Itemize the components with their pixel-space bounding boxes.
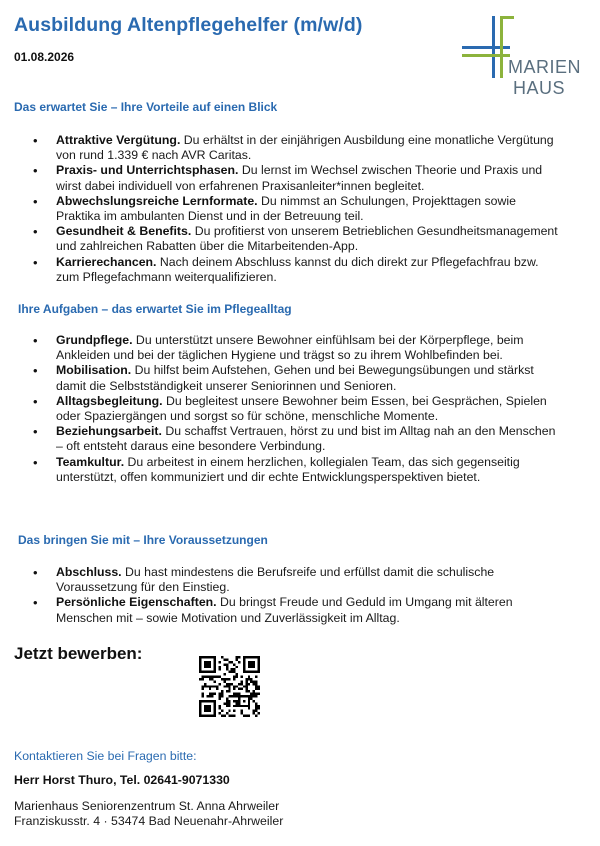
list-item: • Alltagsbegleitung. Du begleitest unsere Bewohner beim Essen, bei Gesprächen, Spielen oder Spaziergängen und sorgst so für schöne, menschliche Momente. — [0, 394, 600, 424]
list-item: • Karrierechancen. Nach deinem Abschluss kannst du dich direkt zur Pflegefachfrau bzw. zum Pflegefachmann weiterqualifizieren. — [0, 255, 600, 285]
apply-heading: Jetzt bewerben: — [14, 644, 143, 663]
list-item: • Beziehungsarbeit. Du schaffst Vertrauen, hörst zu und bist im Alltag nah an den Menschen – oft entsteht daraus eine besondere Verbindung. — [0, 424, 600, 454]
list-item: • Abschluss. Du hast mindestens die Berufsreife und erfüllst damit die schulische Voraussetzung für den Einstieg. — [0, 565, 600, 595]
contact-question: Kontaktieren Sie bei Fragen bitte: — [14, 749, 197, 763]
address-line-1: Marienhaus Seniorenzentrum St. Anna Ahrweiler — [14, 799, 280, 813]
page-title: Ausbildung Altenpflegehelfer (m/w/d) — [14, 14, 363, 36]
qr-code-icon[interactable] — [199, 656, 260, 717]
list-item: • Praxis- und Unterrichtsphasen. Du lernst im Wechsel zwischen Theorie und Praxis und wirst dabei individuell von erfahrenen Praxisanleiter*innen begleitet. — [0, 163, 600, 193]
section-heading-requirements: Das bringen Sie mit – Ihre Voraussetzungen — [18, 533, 268, 547]
benefits-list — [0, 133, 600, 285]
address-line-2: Franziskusstr. 4 · 53474 Bad Neuenahr-Ahrweiler — [14, 814, 284, 828]
logo-word-haus: HAUS — [513, 78, 566, 98]
list-item: • Attraktive Vergütung. Du erhältst in der einjährigen Ausbildung eine monatliche Vergütung von rund 1.339 € nach AVR Caritas. — [0, 133, 600, 163]
list-item: • Grundpflege. Du unterstützt unsere Bewohner einfühlsam bei der Körperpflege, beim Ankleiden und bei der täglichen Hygiene und trägst so zu ihrem Wohlbefinden bei. — [0, 333, 600, 363]
logo-word-marien: MARIEN — [508, 57, 582, 77]
list-item: • Abwechslungsreiche Lernformate. Du nimmst an Schulungen, Projekttagen sowie Praktika im ambulanten Dienst und in der Betreuung teil. — [0, 194, 600, 224]
contact-person: Herr Horst Thuro, Tel. 02641-9071330 — [14, 773, 230, 787]
marienhaus-logo — [462, 16, 592, 100]
tasks-list — [0, 333, 600, 485]
list-item: • Teamkultur. Du arbeitest in einem herzlichen, kollegialen Team, das sich gegenseitig unterstützt, offen kommuniziert und dir echte Entwicklungsperspektiven bietet. — [0, 455, 600, 485]
list-item: • Gesundheit & Benefits. Du profitierst von unserem Betrieblichen Gesundheitsmanagement und zahlreichen Rabatten über die Mitarbeitenden-App. — [0, 224, 600, 254]
section-heading-tasks: Ihre Aufgaben – das erwartet Sie im Pflegealltag — [18, 302, 292, 316]
requirements-list — [0, 565, 600, 626]
list-item: • Mobilisation. Du hilfst beim Aufstehen, Gehen und bei Bewegungsübungen und stärkst damit die Selbstständigkeit unserer Seniorinnen und Senioren. — [0, 363, 600, 393]
list-item: • Persönliche Eigenschaften. Du bringst Freude und Geduld im Umgang mit älteren Menschen mit – sowie Motivation und Zuverlässigkeit im Alltag. — [0, 595, 600, 625]
section-heading-benefits: Das erwartet Sie – Ihre Vorteile auf einen Blick — [14, 100, 278, 114]
start-date: 01.08.2026 — [14, 50, 75, 64]
